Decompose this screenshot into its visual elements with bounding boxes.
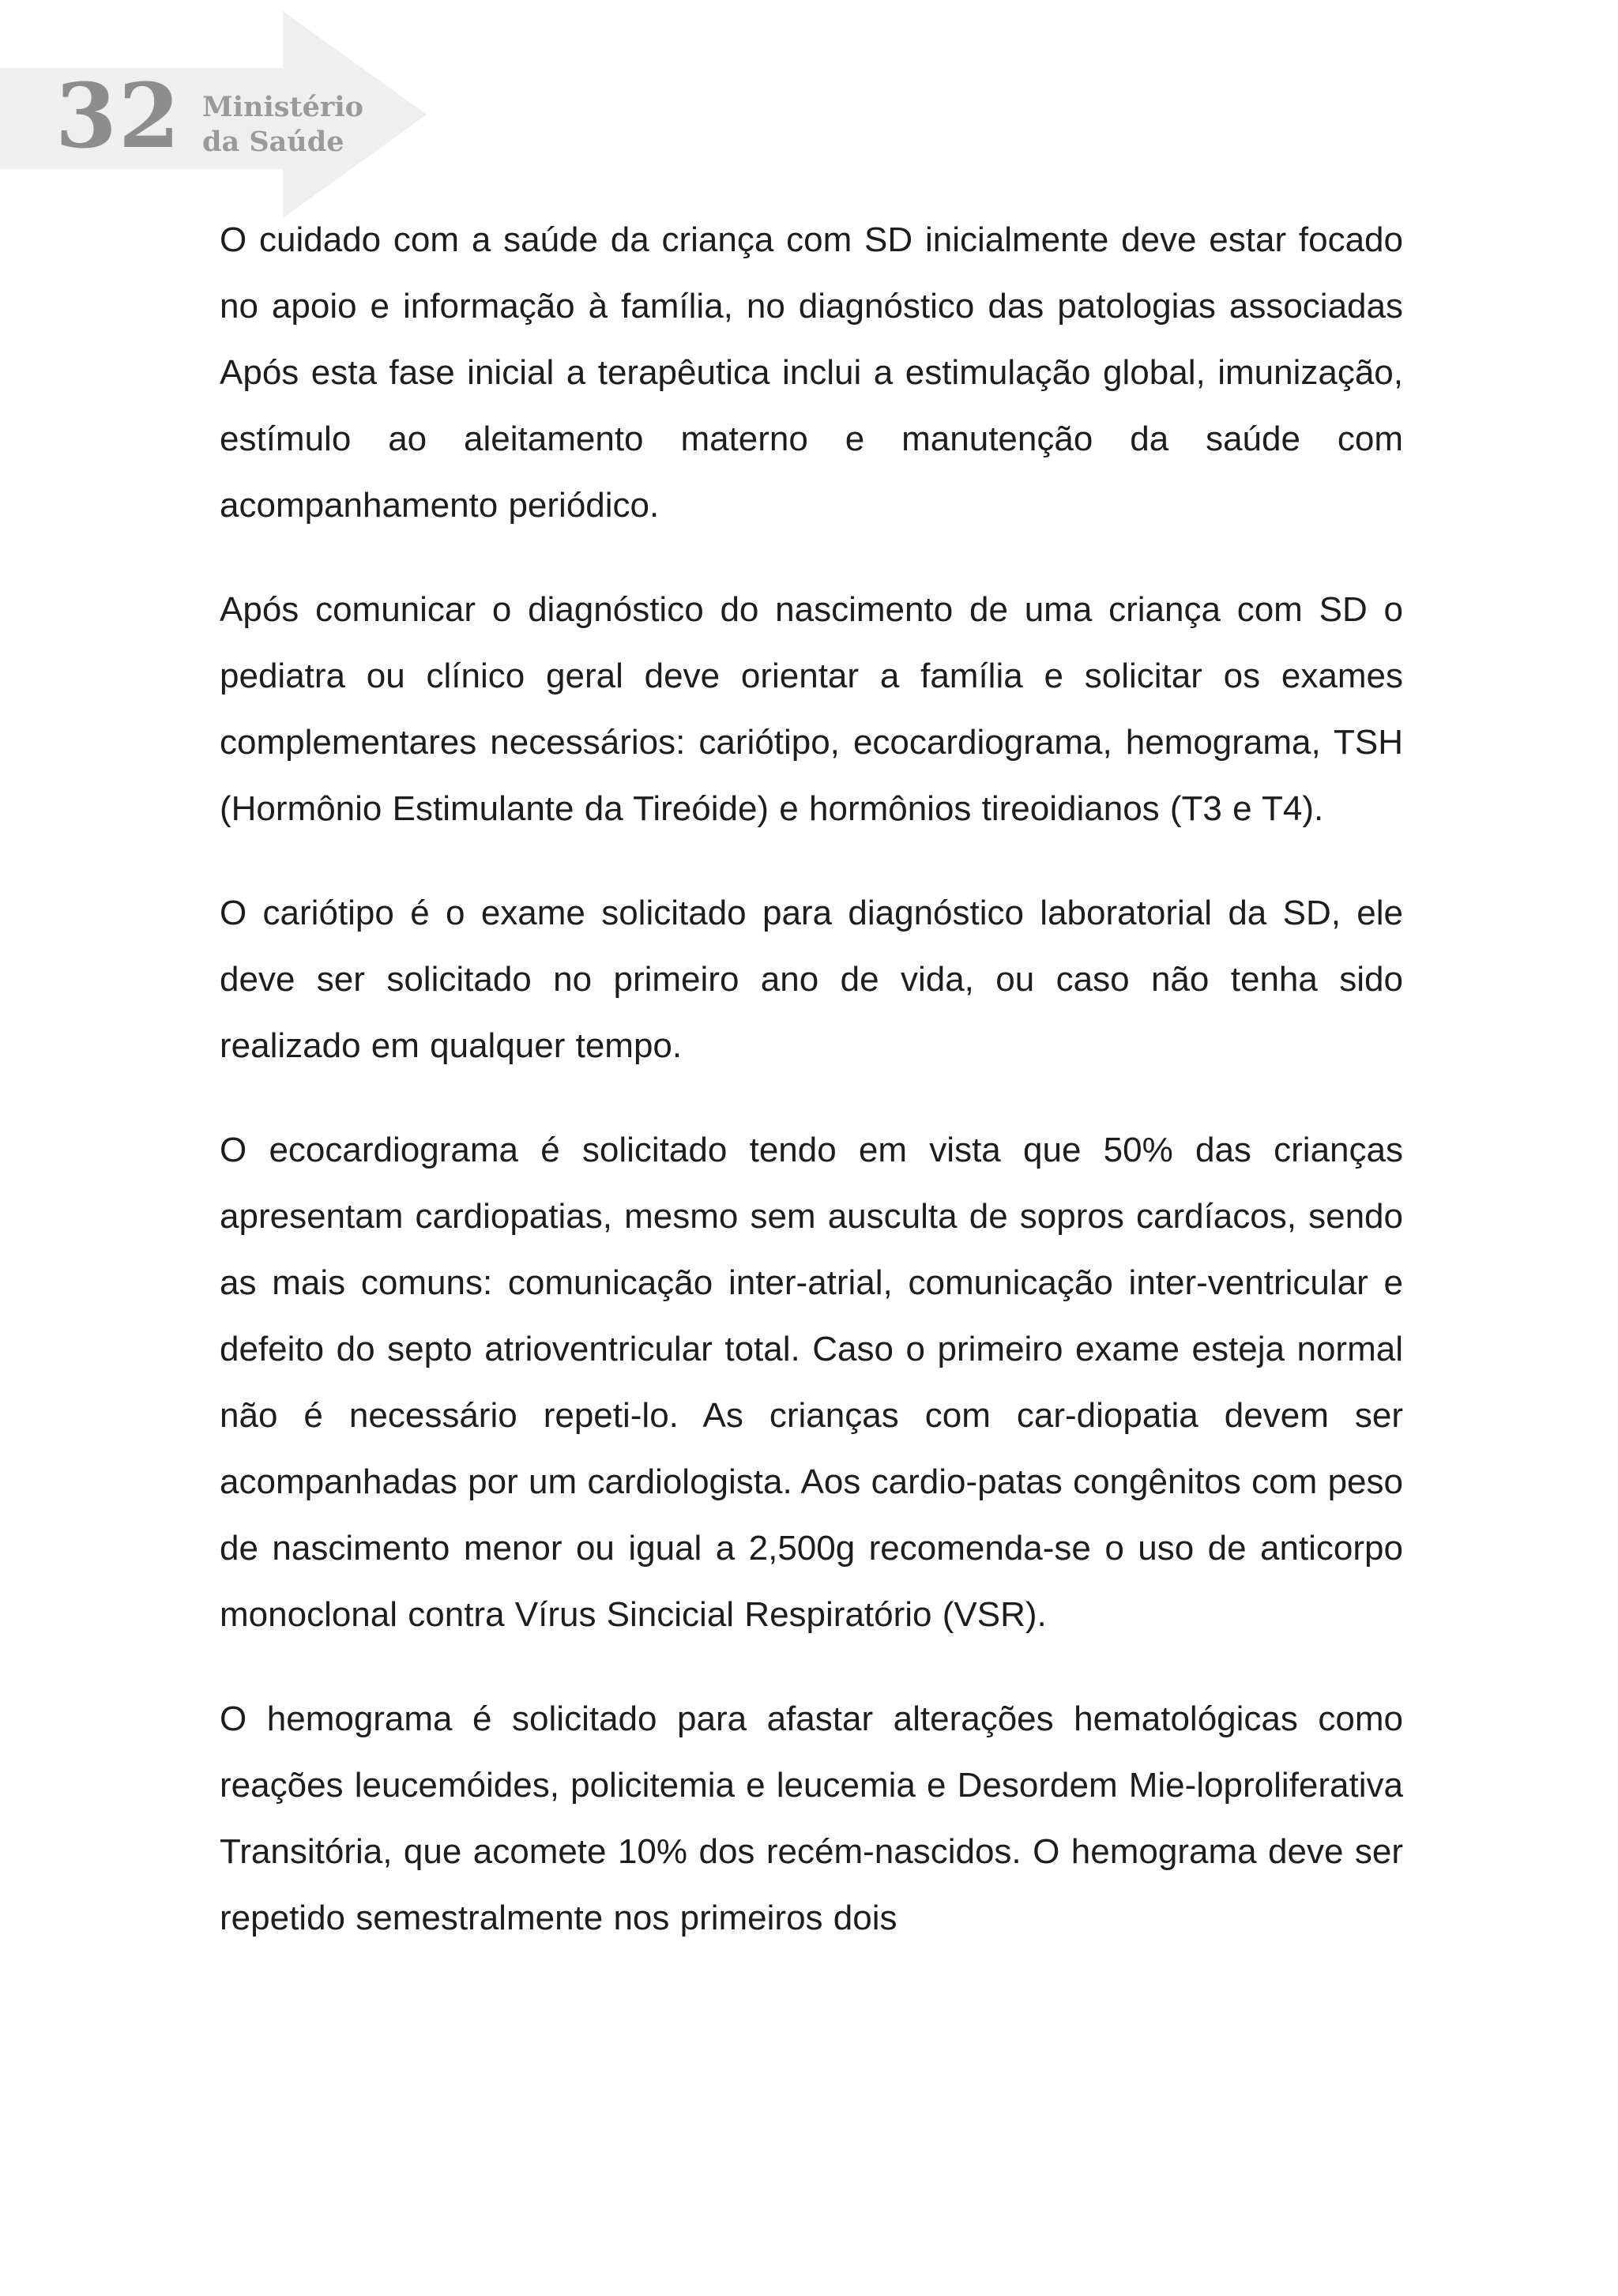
paragraph-karyotype: O cariótipo é o exame solicitado para diagnóstico laboratorial da SD, ele deve ser solicitado no primeiro ano de vida, ou caso não tenha sido realizado em qualquer tempo. bbox=[220, 894, 1403, 1065]
page-number: 32 bbox=[55, 65, 182, 168]
ministry-line-2: da Saúde bbox=[202, 126, 344, 158]
ministry-line-1: Ministério bbox=[202, 91, 364, 123]
ministry-logo-text bbox=[202, 90, 363, 160]
body-text bbox=[220, 207, 1403, 1989]
paragraph-diagnosis-communication: Após comunicar o diagnóstico do nascimento de uma criança com SD o pediatra ou clínico geral deve orientar a família e solicitar os exames complementares necessários: cariótipo, ecocardiograma, hemograma, TSH (Hormônio Estimulante da Tireóide) e hormônios tireoidianos (T3 e T4). bbox=[220, 590, 1403, 828]
paragraph-hemogram: O hemograma é solicitado para afastar alterações hematológicas como reações leucemóides, policitemia e leucemia e Desordem Mie-loproliferativa Transitória, que acomete 10% dos recém-nascidos. O hemograma deve ser repetido semestralmente nos primeiros dois bbox=[220, 1699, 1403, 1937]
paragraph-care-focus: O cuidado com a saúde da criança com SD inicialmente deve estar focado no apoio e informação à família, no diagnóstico das patologias associadas Após esta fase inicial a terapêutica inclui a estimulação global, imunização, estímulo ao aleitamento materno e manutenção da saúde com acompanhamento periódico. bbox=[220, 220, 1403, 525]
paragraph-echocardiogram: O ecocardiograma é solicitado tendo em vista que 50% das crianças apresentam cardiopatias, mesmo sem ausculta de sopros cardíacos, sendo as mais comuns: comunicação inter-atrial, comunicação inter-ventricular e defeito do septo atrioventricular total. Caso o primeiro exame esteja normal não é necessário repeti-lo. As crianças com car-diopatia devem ser acompanhadas por um cardiologista. Aos cardio-patas congênitos com peso de nascimento menor ou igual a 2,500g recomenda-se o uso de anticorpo monoclonal contra Vírus Sincicial Respiratório (VSR). bbox=[220, 1131, 1403, 1634]
